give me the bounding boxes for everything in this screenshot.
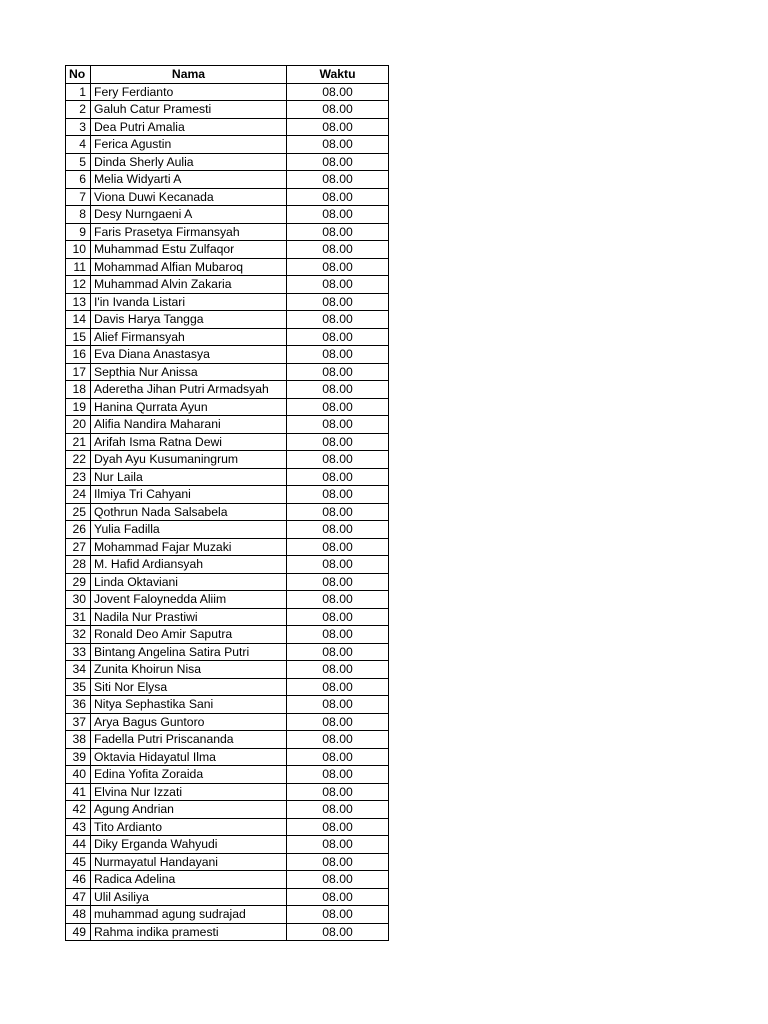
row-name: Ronald Deo Amir Saputra bbox=[91, 626, 287, 644]
table-row bbox=[66, 713, 389, 731]
row-name: Davis Harya Tangga bbox=[91, 311, 287, 329]
table-row bbox=[66, 206, 389, 224]
table-row bbox=[66, 748, 389, 766]
row-number: 43 bbox=[66, 818, 91, 836]
row-number: 30 bbox=[66, 591, 91, 609]
row-name: Eva Diana Anastasya bbox=[91, 346, 287, 364]
row-number: 29 bbox=[66, 573, 91, 591]
table-row bbox=[66, 83, 389, 101]
row-time: 08.00 bbox=[287, 608, 389, 626]
table-row bbox=[66, 503, 389, 521]
row-number: 1 bbox=[66, 83, 91, 101]
row-name: Alief Firmansyah bbox=[91, 328, 287, 346]
row-time: 08.00 bbox=[287, 888, 389, 906]
row-name: Mohammad Fajar Muzaki bbox=[91, 538, 287, 556]
header-waktu: Waktu bbox=[287, 66, 389, 84]
row-time: 08.00 bbox=[287, 241, 389, 259]
row-name: Agung Andrian bbox=[91, 801, 287, 819]
table-row bbox=[66, 486, 389, 504]
table-row bbox=[66, 521, 389, 539]
row-time: 08.00 bbox=[287, 171, 389, 189]
row-time: 08.00 bbox=[287, 923, 389, 941]
table-row bbox=[66, 293, 389, 311]
row-name: Oktavia Hidayatul Ilma bbox=[91, 748, 287, 766]
row-time: 08.00 bbox=[287, 556, 389, 574]
table-row bbox=[66, 136, 389, 154]
row-number: 24 bbox=[66, 486, 91, 504]
row-name: Melia Widyarti A bbox=[91, 171, 287, 189]
row-number: 44 bbox=[66, 836, 91, 854]
row-name: muhammad agung sudrajad bbox=[91, 906, 287, 924]
table-row bbox=[66, 276, 389, 294]
row-time: 08.00 bbox=[287, 521, 389, 539]
table-row bbox=[66, 661, 389, 679]
header-nama: Nama bbox=[91, 66, 287, 84]
row-name: Bintang Angelina Satira Putri bbox=[91, 643, 287, 661]
row-name: Yulia Fadilla bbox=[91, 521, 287, 539]
row-name: Tito Ardianto bbox=[91, 818, 287, 836]
row-name: Aderetha Jihan Putri Armadsyah bbox=[91, 381, 287, 399]
table-row bbox=[66, 171, 389, 189]
row-time: 08.00 bbox=[287, 118, 389, 136]
row-name: Desy Nurngaeni A bbox=[91, 206, 287, 224]
row-time: 08.00 bbox=[287, 433, 389, 451]
row-number: 42 bbox=[66, 801, 91, 819]
row-number: 3 bbox=[66, 118, 91, 136]
row-number: 10 bbox=[66, 241, 91, 259]
row-time: 08.00 bbox=[287, 626, 389, 644]
row-name: Viona Duwi Kecanada bbox=[91, 188, 287, 206]
row-number: 40 bbox=[66, 766, 91, 784]
row-time: 08.00 bbox=[287, 643, 389, 661]
row-name: Rahma indika pramesti bbox=[91, 923, 287, 941]
row-name: Diky Erganda Wahyudi bbox=[91, 836, 287, 854]
row-number: 27 bbox=[66, 538, 91, 556]
row-name: Dea Putri Amalia bbox=[91, 118, 287, 136]
row-number: 18 bbox=[66, 381, 91, 399]
row-time: 08.00 bbox=[287, 573, 389, 591]
row-time: 08.00 bbox=[287, 766, 389, 784]
row-number: 49 bbox=[66, 923, 91, 941]
row-time: 08.00 bbox=[287, 503, 389, 521]
table-row bbox=[66, 556, 389, 574]
row-time: 08.00 bbox=[287, 486, 389, 504]
row-name: I'in Ivanda Listari bbox=[91, 293, 287, 311]
row-time: 08.00 bbox=[287, 328, 389, 346]
table-row bbox=[66, 608, 389, 626]
row-time: 08.00 bbox=[287, 731, 389, 749]
row-number: 22 bbox=[66, 451, 91, 469]
header-no: No bbox=[66, 66, 91, 84]
row-name: Arya Bagus Guntoro bbox=[91, 713, 287, 731]
table-row bbox=[66, 818, 389, 836]
table-row bbox=[66, 328, 389, 346]
row-time: 08.00 bbox=[287, 293, 389, 311]
table-row bbox=[66, 381, 389, 399]
row-time: 08.00 bbox=[287, 818, 389, 836]
table-row bbox=[66, 731, 389, 749]
row-name: Muhammad Estu Zulfaqor bbox=[91, 241, 287, 259]
row-name: Nur Laila bbox=[91, 468, 287, 486]
table-row bbox=[66, 538, 389, 556]
row-time: 08.00 bbox=[287, 678, 389, 696]
row-number: 25 bbox=[66, 503, 91, 521]
row-name: Ulil Asiliya bbox=[91, 888, 287, 906]
table-row bbox=[66, 398, 389, 416]
table-row bbox=[66, 871, 389, 889]
table-row bbox=[66, 223, 389, 241]
row-number: 13 bbox=[66, 293, 91, 311]
table-row bbox=[66, 783, 389, 801]
row-time: 08.00 bbox=[287, 276, 389, 294]
row-name: Fadella Putri Priscananda bbox=[91, 731, 287, 749]
row-time: 08.00 bbox=[287, 363, 389, 381]
row-number: 2 bbox=[66, 101, 91, 119]
row-number: 48 bbox=[66, 906, 91, 924]
row-name: M. Hafid Ardiansyah bbox=[91, 556, 287, 574]
row-number: 41 bbox=[66, 783, 91, 801]
table-row bbox=[66, 451, 389, 469]
row-name: Galuh Catur Pramesti bbox=[91, 101, 287, 119]
row-name: Zunita Khoirun Nisa bbox=[91, 661, 287, 679]
row-name: Mohammad Alfian Mubaroq bbox=[91, 258, 287, 276]
row-number: 31 bbox=[66, 608, 91, 626]
row-time: 08.00 bbox=[287, 661, 389, 679]
row-time: 08.00 bbox=[287, 801, 389, 819]
table-row bbox=[66, 311, 389, 329]
row-name: Dinda Sherly Aulia bbox=[91, 153, 287, 171]
row-time: 08.00 bbox=[287, 153, 389, 171]
table-row bbox=[66, 468, 389, 486]
row-number: 36 bbox=[66, 696, 91, 714]
row-time: 08.00 bbox=[287, 416, 389, 434]
row-time: 08.00 bbox=[287, 346, 389, 364]
table-row bbox=[66, 626, 389, 644]
table-row bbox=[66, 853, 389, 871]
row-number: 46 bbox=[66, 871, 91, 889]
table-row bbox=[66, 836, 389, 854]
row-time: 08.00 bbox=[287, 853, 389, 871]
row-name: Siti Nor Elysa bbox=[91, 678, 287, 696]
row-time: 08.00 bbox=[287, 783, 389, 801]
row-number: 11 bbox=[66, 258, 91, 276]
row-time: 08.00 bbox=[287, 206, 389, 224]
table-row bbox=[66, 888, 389, 906]
row-name: Linda Oktaviani bbox=[91, 573, 287, 591]
attendance-table bbox=[65, 65, 389, 941]
row-number: 32 bbox=[66, 626, 91, 644]
row-name: Hanina Qurrata Ayun bbox=[91, 398, 287, 416]
table-row bbox=[66, 643, 389, 661]
row-name: Radica Adelina bbox=[91, 871, 287, 889]
row-number: 5 bbox=[66, 153, 91, 171]
row-number: 16 bbox=[66, 346, 91, 364]
table-row bbox=[66, 188, 389, 206]
row-time: 08.00 bbox=[287, 188, 389, 206]
row-name: Dyah Ayu Kusumaningrum bbox=[91, 451, 287, 469]
row-number: 8 bbox=[66, 206, 91, 224]
row-number: 21 bbox=[66, 433, 91, 451]
table-row bbox=[66, 591, 389, 609]
row-number: 12 bbox=[66, 276, 91, 294]
row-time: 08.00 bbox=[287, 136, 389, 154]
row-number: 23 bbox=[66, 468, 91, 486]
row-name: Arifah Isma Ratna Dewi bbox=[91, 433, 287, 451]
table-row bbox=[66, 766, 389, 784]
row-time: 08.00 bbox=[287, 398, 389, 416]
row-name: Nurmayatul Handayani bbox=[91, 853, 287, 871]
row-time: 08.00 bbox=[287, 258, 389, 276]
row-name: Nitya Sephastika Sani bbox=[91, 696, 287, 714]
row-number: 9 bbox=[66, 223, 91, 241]
row-number: 45 bbox=[66, 853, 91, 871]
table-row bbox=[66, 241, 389, 259]
row-name: Nadila Nur Prastiwi bbox=[91, 608, 287, 626]
row-number: 7 bbox=[66, 188, 91, 206]
row-time: 08.00 bbox=[287, 696, 389, 714]
row-time: 08.00 bbox=[287, 311, 389, 329]
row-time: 08.00 bbox=[287, 451, 389, 469]
table-row bbox=[66, 923, 389, 941]
row-time: 08.00 bbox=[287, 836, 389, 854]
row-time: 08.00 bbox=[287, 748, 389, 766]
row-name: Fery Ferdianto bbox=[91, 83, 287, 101]
row-number: 6 bbox=[66, 171, 91, 189]
row-time: 08.00 bbox=[287, 906, 389, 924]
row-name: Alifia Nandira Maharani bbox=[91, 416, 287, 434]
row-number: 37 bbox=[66, 713, 91, 731]
row-number: 19 bbox=[66, 398, 91, 416]
row-name: Faris Prasetya Firmansyah bbox=[91, 223, 287, 241]
table-row bbox=[66, 433, 389, 451]
row-name: Ferica Agustin bbox=[91, 136, 287, 154]
row-name: Elvina Nur Izzati bbox=[91, 783, 287, 801]
row-name: Jovent Faloynedda Aliim bbox=[91, 591, 287, 609]
row-number: 4 bbox=[66, 136, 91, 154]
row-time: 08.00 bbox=[287, 223, 389, 241]
table-row bbox=[66, 416, 389, 434]
table-row bbox=[66, 258, 389, 276]
table-row bbox=[66, 906, 389, 924]
row-number: 15 bbox=[66, 328, 91, 346]
table-row bbox=[66, 801, 389, 819]
row-time: 08.00 bbox=[287, 468, 389, 486]
table-row bbox=[66, 101, 389, 119]
row-time: 08.00 bbox=[287, 591, 389, 609]
row-number: 39 bbox=[66, 748, 91, 766]
row-number: 20 bbox=[66, 416, 91, 434]
row-number: 26 bbox=[66, 521, 91, 539]
row-number: 14 bbox=[66, 311, 91, 329]
row-number: 35 bbox=[66, 678, 91, 696]
row-time: 08.00 bbox=[287, 538, 389, 556]
table-header-row bbox=[66, 66, 389, 84]
table-row bbox=[66, 696, 389, 714]
table-row bbox=[66, 573, 389, 591]
table-row bbox=[66, 118, 389, 136]
row-number: 34 bbox=[66, 661, 91, 679]
table-row bbox=[66, 678, 389, 696]
row-name: Septhia Nur Anissa bbox=[91, 363, 287, 381]
row-time: 08.00 bbox=[287, 381, 389, 399]
row-number: 17 bbox=[66, 363, 91, 381]
row-name: Ilmiya Tri Cahyani bbox=[91, 486, 287, 504]
row-name: Muhammad Alvin Zakaria bbox=[91, 276, 287, 294]
table-row bbox=[66, 363, 389, 381]
row-number: 33 bbox=[66, 643, 91, 661]
row-time: 08.00 bbox=[287, 871, 389, 889]
row-name: Qothrun Nada Salsabela bbox=[91, 503, 287, 521]
row-number: 28 bbox=[66, 556, 91, 574]
row-time: 08.00 bbox=[287, 101, 389, 119]
table-row bbox=[66, 346, 389, 364]
row-number: 38 bbox=[66, 731, 91, 749]
row-name: Edina Yofita Zoraida bbox=[91, 766, 287, 784]
row-time: 08.00 bbox=[287, 713, 389, 731]
table-row bbox=[66, 153, 389, 171]
row-time: 08.00 bbox=[287, 83, 389, 101]
row-number: 47 bbox=[66, 888, 91, 906]
